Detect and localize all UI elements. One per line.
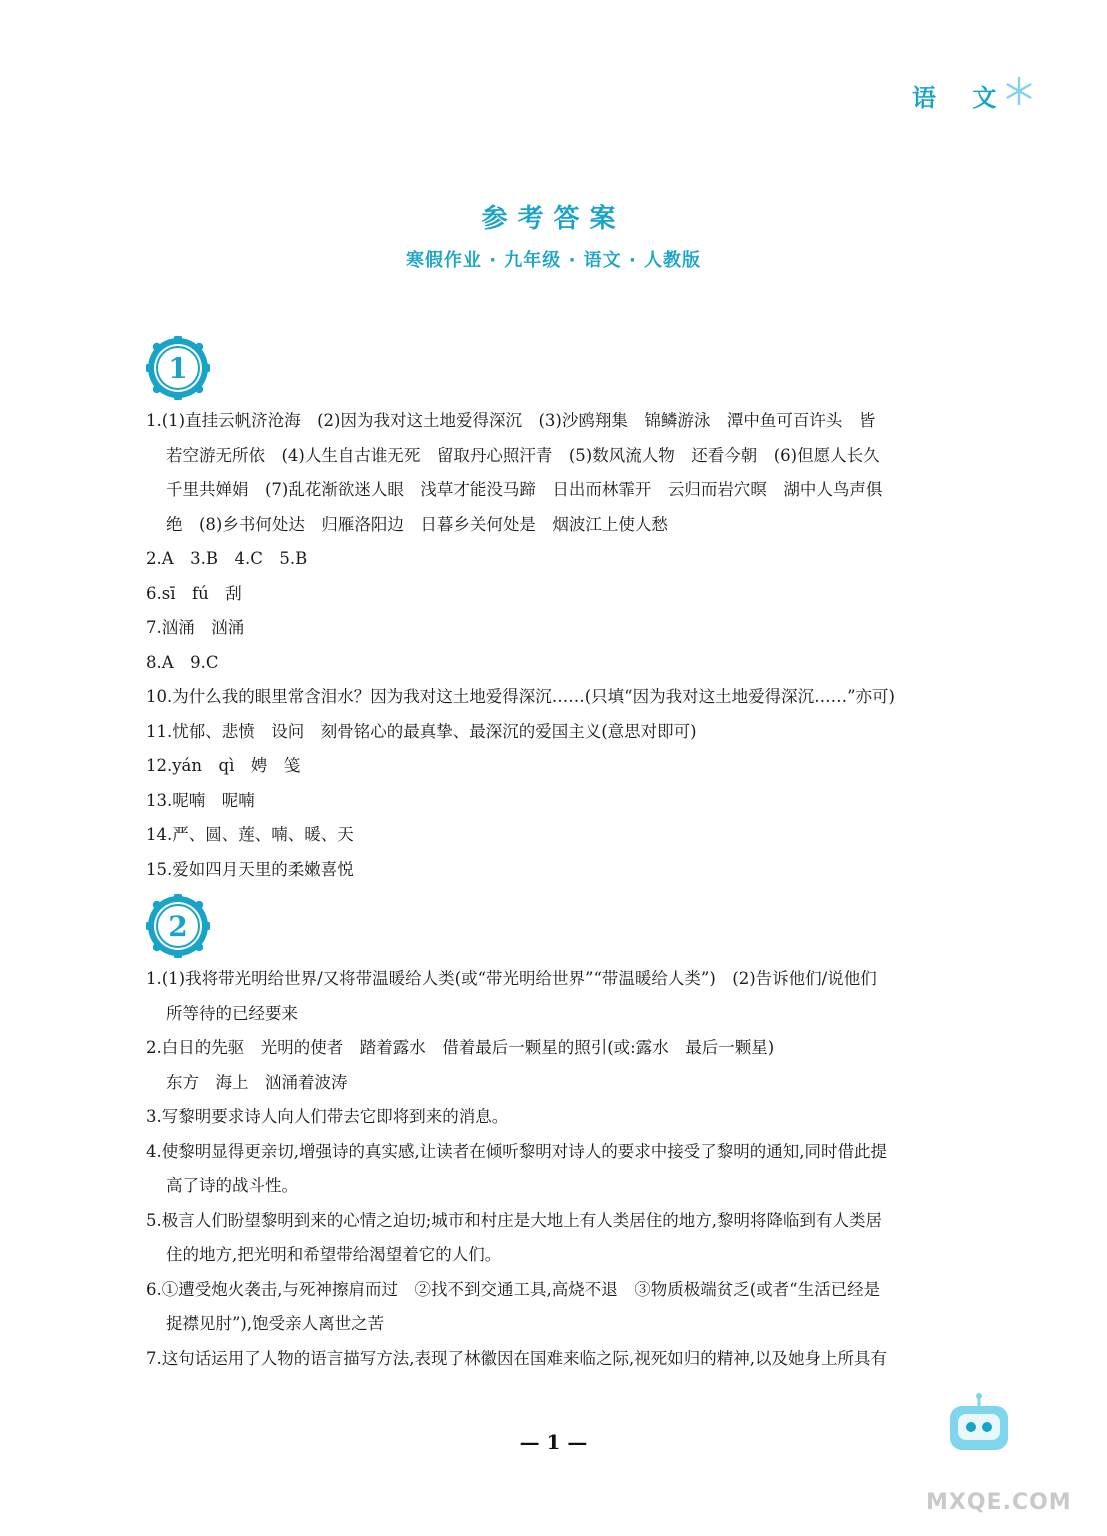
section-1-answers [146, 404, 986, 887]
section-number: 1 [168, 352, 188, 385]
answer-line: 13.呢喃 呢喃 [146, 790, 255, 810]
answer-line: 高了诗的战斗性。 [166, 1176, 298, 1195]
watermark: MXQE.COM [926, 1490, 1072, 1515]
answer-line: 8.A 9.C [146, 652, 219, 672]
section-badge-1 [146, 336, 210, 400]
subject-label: 语 文 [912, 84, 1011, 112]
answer-line: 捉襟见肘”),饱受亲人离世之苦 [166, 1314, 385, 1333]
answer-line: 14.严、圆、莲、喃、暖、天 [146, 825, 354, 844]
answer-line: 2.A 3.B 4.C 5.B [146, 549, 308, 568]
answer-line: 5.极言人们盼望黎明到来的心情之迫切;城市和村庄是大地上有人类居住的地方,黎明将降临到有人类居 [146, 1210, 883, 1230]
answer-line: 1.(1)直挂云帆济沧海 (2)因为我对这土地爱得深沉 (3)沙鸥翔集 锦鳞游泳 潭中鱼可百许头 皆 [146, 411, 876, 430]
section-number: 2 [168, 910, 188, 943]
mascot-robot-icon [944, 1392, 1014, 1454]
page-number: — 1 — [519, 1430, 588, 1454]
answer-line: 6.sī fú 刮 [146, 583, 242, 603]
answer-line: 绝 (8)乡书何处达 归雁洛阳边 日暮乡关何处是 烟波江上使人愁 [166, 514, 668, 534]
badge-gear-icon [146, 894, 210, 958]
answer-line: 4.使黎明显得更亲切,增强诗的真实感,让读者在倾听黎明对诗人的要求中接受了黎明的通知,同时借此提 [146, 1141, 887, 1161]
section-2-answers [146, 962, 986, 1376]
answer-line: 10.为什么我的眼里常含泪水？因为我对这土地爱得深沉……(只填“因为我对这土地爱得深沉……”亦可) [146, 687, 895, 706]
answer-line: 住的地方,把光明和希望带给渴望着它的人们。 [166, 1245, 502, 1264]
answer-line: 千里共婵娟 (7)乱花渐欲迷人眼 浅草才能没马蹄 日出而林霏开 云归而岩穴暝 湖中人鸟声俱 [166, 480, 883, 499]
snowflake-icon [1004, 76, 1034, 106]
answer-line: 12.yán qì 娉 笺 [146, 756, 301, 775]
answer-line: 11.忧郁、悲愤 设问 刻骨铭心的最真挚、最深沉的爱国主义(意思对即可) [146, 721, 697, 741]
answer-line: 3.写黎明要求诗人向人们带去它即将到来的消息。 [146, 1107, 509, 1126]
answer-line: 若空游无所依 (4)人生自古谁无死 留取丹心照汗青 (5)数风流人物 还看今朝 (6)但愿人长久 [166, 445, 880, 465]
answer-line: 6.①遭受炮火袭击,与死神擦肩而过 ②找不到交通工具,高烧不退 ③物质极端贫乏(或者“生活已经是 [146, 1279, 881, 1299]
badge-gear-icon [146, 336, 210, 400]
answer-line: 2.白日的先驱 光明的使者 踏着露水 借着最后一颗星的照引(或:露水 最后一颗星) [146, 1038, 775, 1057]
answer-line: 7.这句话运用了人物的语言描写方法,表现了林徽因在国难来临之际,视死如归的精神,以及她身上所具有 [146, 1348, 887, 1368]
section-badge-2 [146, 894, 210, 958]
answer-line: 所等待的已经要来 [166, 1003, 298, 1023]
page-title: 参考答案 [481, 204, 626, 234]
answer-line: 1.(1)我将带光明给世界/又将带温暖给人类(或“带光明给世界”“带温暖给人类”) (2)告诉他们/说他们 [146, 969, 877, 988]
page-subtitle: 寒假作业 · 九年级 · 语文 · 人教版 [405, 250, 702, 271]
answer-line: 7.汹涌 汹涌 [146, 618, 245, 637]
answer-line: 东方 海上 汹涌着波涛 [166, 1072, 348, 1092]
answer-line: 15.爱如四月天里的柔嫩喜悦 [146, 859, 354, 879]
